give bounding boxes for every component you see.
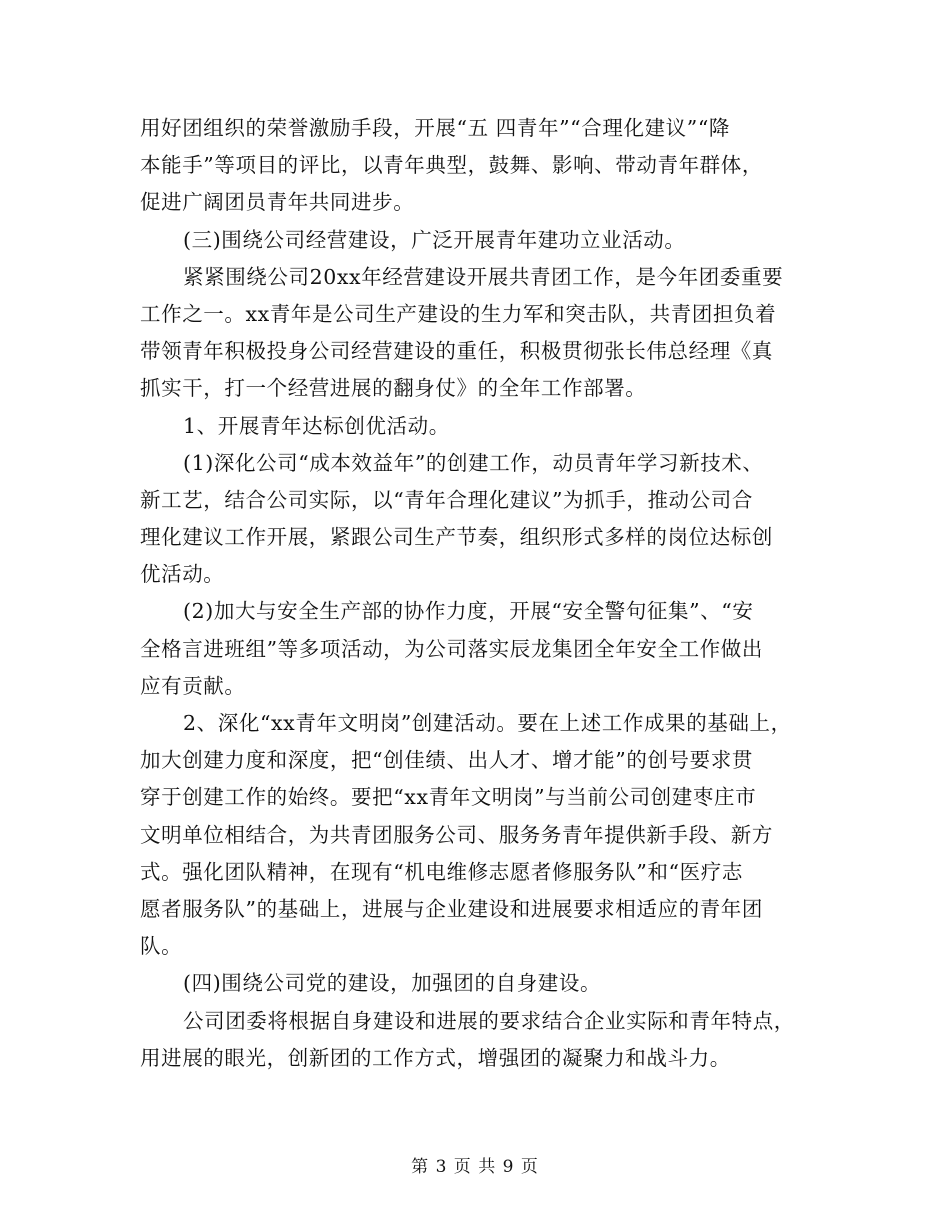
paragraph-line: 2、深化“xx青年文明岗”创建活动。要在上述工作成果的基础上，	[183, 711, 792, 735]
section-heading: (四)围绕公司党的建设，加强团的自身建设。	[183, 971, 602, 996]
subheading: 1、开展青年达标创优活动。	[183, 413, 450, 438]
paragraph-line: 愿者服务队”的基础上，进展与企业建设和进展要求相适应的青年团	[140, 896, 763, 921]
paragraph-line: (1)深化公司“成本效益年”的创建工作，动员青年学习新技术、	[183, 450, 764, 475]
paragraph-line: 促进广阔团员青年共同进步。	[140, 190, 415, 215]
paragraph-line: 队。	[140, 934, 183, 959]
paragraph-line: 加大创建力度和深度，把“创佳绩、出人才、增才能”的创号要求贯	[140, 748, 753, 773]
paragraph-line: 紧紧围绕公司20xx年经营建设开展共青团工作，是今年团委重要	[183, 264, 784, 289]
paragraph-line: 本能手”等项目的评比，以青年典型，鼓舞、影响、带动青年群体，	[140, 153, 763, 178]
section-heading: (三)围绕公司经营建设，广泛开展青年建功立业活动。	[183, 227, 686, 252]
paragraph-line: 工作之一。xx青年是公司生产建设的生力军和突击队，共青团担负着	[140, 301, 777, 326]
document-body	[140, 110, 830, 1077]
paragraph-line: 抓实干，打一个经营进展的翻身仗》的全年工作部署。	[140, 376, 647, 401]
paragraph-line: 理化建议工作开展，紧跟公司生产节奏，组织形式多样的岗位达标创	[140, 525, 773, 550]
paragraph-line: 带领青年积极投身公司经营建设的重任，积极贯彻张长伟总经理《真	[140, 339, 773, 364]
paragraph-line: 公司团委将根据自身建设和进展的要求结合企业实际和青年特点，	[183, 1008, 795, 1033]
paragraph-line: 式。强化团队精神，在现有“机电维修志愿者修服务队”和“医疗志	[140, 859, 743, 884]
paragraph-line: 新工艺，结合公司实际，以“青年合理化建议”为抓手，推动公司合	[140, 487, 753, 512]
page-number-footer: 第 3 页 共 9 页	[411, 1157, 539, 1177]
paragraph-line: 全格言进班组”等多项活动，为公司落实辰龙集团全年安全工作做出	[140, 636, 763, 661]
paragraph-line: 用好团组织的荣誉激励手段，开展“五 四青年”“合理化建议”“降	[140, 116, 731, 140]
paragraph-line: 穿于创建工作的始终。要把“xx青年文明岗”与当前公司创建枣庄市	[140, 785, 757, 810]
paragraph-line: (2)加大与安全生产部的协作力度，开展“安全警句征集”、“安	[183, 599, 754, 624]
paragraph-line: 用进展的眼光，创新团的工作方式，增强团的凝聚力和战斗力。	[140, 1045, 731, 1070]
paragraph-line: 优活动。	[140, 562, 225, 587]
paragraph-line: 应有贡献。	[140, 673, 246, 698]
paragraph-line: 文明单位相结合，为共青团服务公司、服务务青年提供新手段、新方	[140, 822, 773, 847]
